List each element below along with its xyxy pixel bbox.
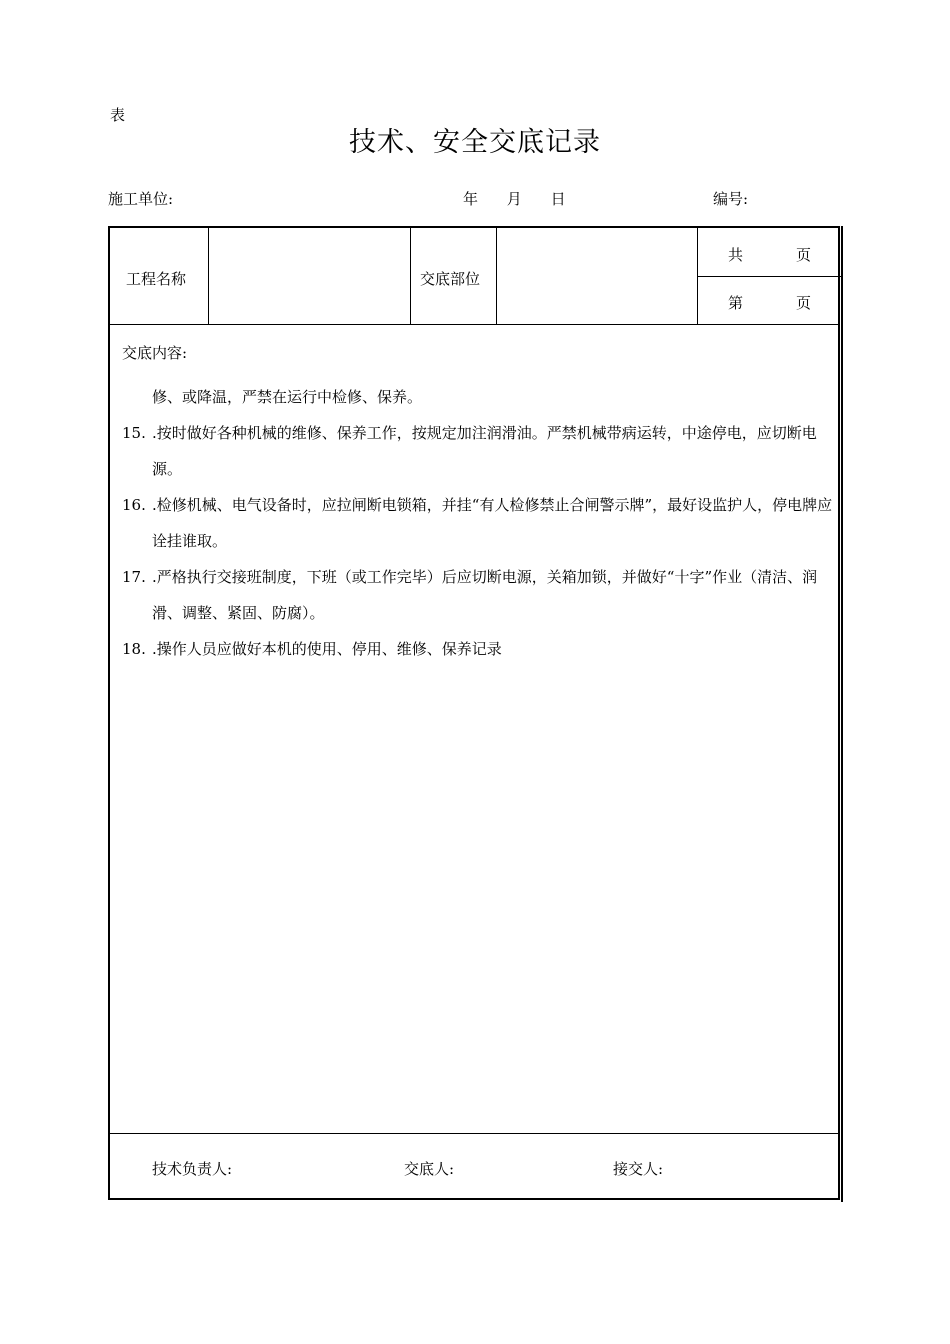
item-text: .检修机械、电气设备时，应拉闸断电锁箱，并挂“有人检修禁止合闸警示牌”，最好设监护人，停电牌应诠挂谁取。 bbox=[152, 496, 833, 550]
item-text: .操作人员应做好本机的使用、停用、维修、保养记录 bbox=[152, 640, 502, 658]
record-sheet bbox=[108, 226, 840, 1200]
item-text: .严格执行交接班制度，下班（或工作完毕）后应切断电源，关箱加锁，并做好“十字”作业（清洁、润滑、调整、紧固、防腐）。 bbox=[152, 568, 818, 622]
total-pages-cell bbox=[698, 228, 840, 275]
item-number: 16. bbox=[122, 496, 146, 514]
item-number: 17. bbox=[122, 568, 146, 586]
discloser-label: 交底人: bbox=[404, 1160, 455, 1178]
sheet-right-border bbox=[841, 226, 843, 1202]
receiver-label: 接交人: bbox=[613, 1160, 664, 1178]
divider bbox=[110, 324, 840, 325]
project-name-label: 工程名称 bbox=[126, 270, 187, 288]
year-label: 年 bbox=[463, 190, 479, 208]
form-tag: 表 bbox=[110, 106, 126, 124]
page-unit-label: 页 bbox=[796, 246, 812, 264]
divider bbox=[496, 228, 497, 324]
content-body bbox=[122, 379, 837, 667]
content-paragraph bbox=[122, 487, 837, 559]
content-label: 交底内容: bbox=[122, 344, 188, 362]
current-page-cell bbox=[698, 276, 840, 323]
date-field bbox=[463, 188, 590, 209]
disclosure-part-label: 交底部位 bbox=[420, 270, 481, 288]
divider bbox=[110, 1133, 840, 1134]
month-label: 月 bbox=[506, 190, 522, 208]
content-paragraph bbox=[122, 379, 837, 415]
page-title: 技术、安全交底记录 bbox=[349, 127, 601, 158]
item-number: 15. bbox=[122, 424, 146, 442]
item-text: .按时做好各种机械的维修、保养工作，按规定加注润滑油。严禁机械带病运转，中途停电，应切断电源。 bbox=[152, 424, 817, 478]
item-text: 修、或降温，严禁在运行中检修、保养。 bbox=[152, 388, 423, 406]
divider bbox=[410, 228, 411, 324]
serial-label: 编号: bbox=[713, 190, 749, 208]
content-paragraph bbox=[122, 415, 837, 487]
content-paragraph bbox=[122, 559, 837, 631]
divider bbox=[208, 228, 209, 324]
item-number: 18. bbox=[122, 640, 146, 658]
total-label: 共 bbox=[728, 246, 744, 264]
current-label: 第 bbox=[728, 294, 744, 312]
day-label: 日 bbox=[550, 190, 566, 208]
construction-unit-label: 施工单位: bbox=[108, 190, 174, 208]
page-unit-label: 页 bbox=[796, 294, 812, 312]
tech-lead-label: 技术负责人: bbox=[152, 1160, 233, 1178]
content-paragraph bbox=[122, 631, 837, 667]
